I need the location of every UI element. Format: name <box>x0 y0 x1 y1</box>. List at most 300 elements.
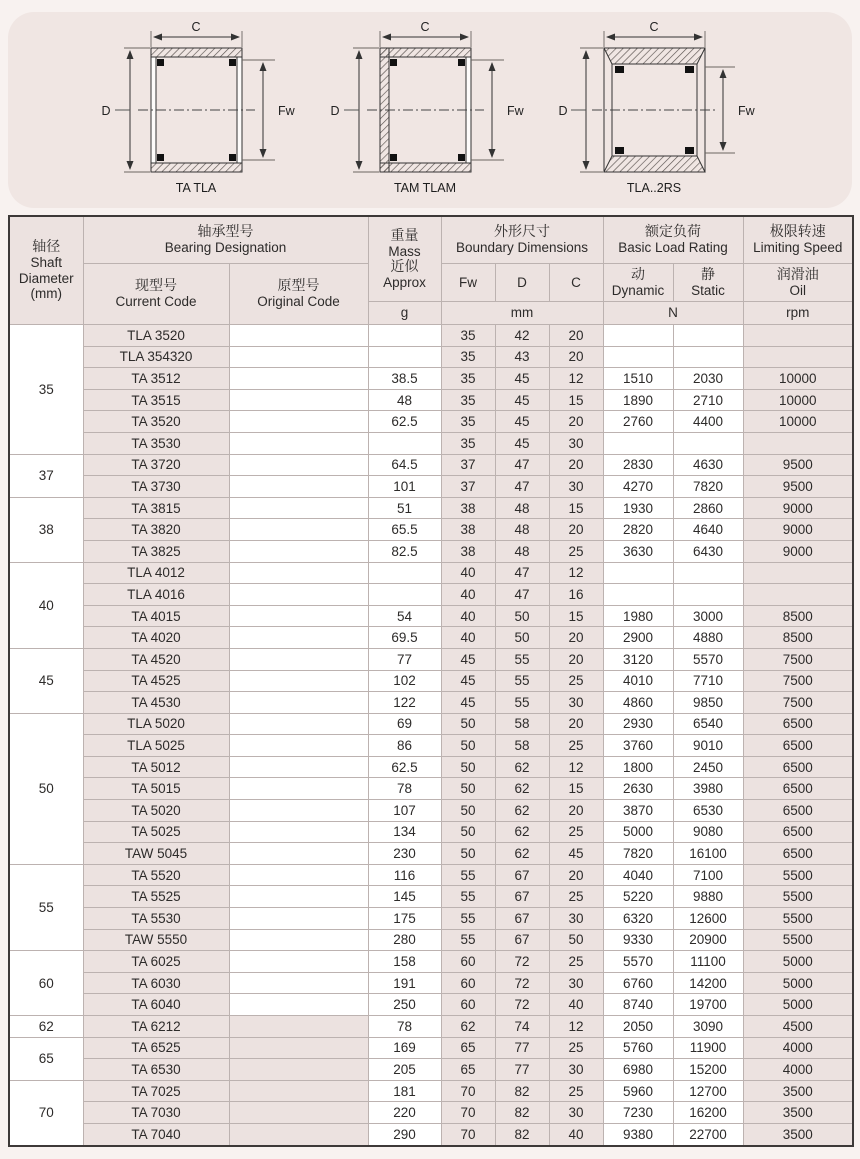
c-cell: 30 <box>549 972 603 994</box>
mass-cell: 101 <box>368 476 441 498</box>
d-cell: 42 <box>495 325 549 347</box>
static-load-cell: 6430 <box>673 540 743 562</box>
d-cell: 55 <box>495 648 549 670</box>
dynamic-load-cell: 2930 <box>603 713 673 735</box>
header-d: D <box>495 264 549 302</box>
original-code-cell <box>229 1037 368 1059</box>
current-code-cell: TA 6525 <box>83 1037 229 1059</box>
static-load-cell: 2860 <box>673 497 743 519</box>
current-code-cell: TLA 5020 <box>83 713 229 735</box>
mass-cell: 220 <box>368 1102 441 1124</box>
limiting-speed-cell: 7500 <box>743 692 853 714</box>
table-row <box>9 346 853 368</box>
dynamic-load-cell: 5000 <box>603 821 673 843</box>
limiting-speed-cell: 6500 <box>743 843 853 865</box>
shaft-diameter-cell: 65 <box>9 1037 83 1080</box>
static-load-cell: 7710 <box>673 670 743 692</box>
mass-cell: 116 <box>368 864 441 886</box>
c-cell: 20 <box>549 864 603 886</box>
d-cell: 47 <box>495 476 549 498</box>
header-dynamic: 动 Dynamic <box>603 264 673 302</box>
fw-cell: 35 <box>441 411 495 433</box>
current-code-cell: TA 3720 <box>83 454 229 476</box>
mass-cell: 250 <box>368 994 441 1016</box>
fw-cell: 38 <box>441 540 495 562</box>
fw-cell: 55 <box>441 886 495 908</box>
table-row <box>9 994 853 1016</box>
limiting-speed-cell: 6500 <box>743 713 853 735</box>
static-load-cell: 2450 <box>673 756 743 778</box>
fw-cell: 40 <box>441 627 495 649</box>
fw-cell: 55 <box>441 908 495 930</box>
fw-cell: 35 <box>441 389 495 411</box>
limiting-speed-cell: 6500 <box>743 778 853 800</box>
static-load-cell: 4630 <box>673 454 743 476</box>
mass-cell: 169 <box>368 1037 441 1059</box>
static-load-cell: 14200 <box>673 972 743 994</box>
mass-cell <box>368 432 441 454</box>
table-row <box>9 670 853 692</box>
d-cell: 62 <box>495 843 549 865</box>
fw-cell: 70 <box>441 1102 495 1124</box>
d-cell: 48 <box>495 540 549 562</box>
header-c: C <box>549 264 603 302</box>
static-load-cell: 4640 <box>673 519 743 541</box>
table-row <box>9 692 853 714</box>
table-row <box>9 562 853 584</box>
bearing-cross-section-ta-tla <box>94 20 309 200</box>
table-row <box>9 756 853 778</box>
current-code-cell: TA 5025 <box>83 821 229 843</box>
fw-cell: 50 <box>441 778 495 800</box>
diagram-tla-2rs <box>552 20 767 205</box>
c-cell: 25 <box>549 821 603 843</box>
dynamic-load-cell: 8740 <box>603 994 673 1016</box>
limiting-speed-cell: 5000 <box>743 951 853 973</box>
table-row <box>9 1123 853 1145</box>
table-row <box>9 843 853 865</box>
c-cell: 25 <box>549 540 603 562</box>
limiting-speed-cell: 7500 <box>743 648 853 670</box>
current-code-cell: TLA 3520 <box>83 325 229 347</box>
static-load-cell <box>673 432 743 454</box>
current-code-cell: TA 6030 <box>83 972 229 994</box>
c-cell: 25 <box>549 886 603 908</box>
fw-cell: 55 <box>441 864 495 886</box>
table-row <box>9 432 853 454</box>
d-cell: 67 <box>495 864 549 886</box>
header-bearing-designation: 轴承型号 Bearing Designation <box>83 216 368 264</box>
mass-cell <box>368 584 441 606</box>
limiting-speed-cell: 6500 <box>743 735 853 757</box>
original-code-cell <box>229 670 368 692</box>
table-row <box>9 1059 853 1081</box>
d-cell: 45 <box>495 411 549 433</box>
table-row <box>9 497 853 519</box>
table-row <box>9 648 853 670</box>
d-cell: 82 <box>495 1123 549 1145</box>
original-code-cell <box>229 1059 368 1081</box>
shaft-diameter-cell: 45 <box>9 648 83 713</box>
static-load-cell: 16200 <box>673 1102 743 1124</box>
mass-cell: 54 <box>368 605 441 627</box>
fw-cell: 45 <box>441 648 495 670</box>
fw-cell: 70 <box>441 1123 495 1145</box>
limiting-speed-cell: 9500 <box>743 454 853 476</box>
c-cell: 25 <box>549 670 603 692</box>
current-code-cell: TA 4525 <box>83 670 229 692</box>
fw-cell: 35 <box>441 368 495 390</box>
dynamic-load-cell: 6760 <box>603 972 673 994</box>
table-row <box>9 411 853 433</box>
original-code-cell <box>229 519 368 541</box>
dim-label-fw: Fw <box>277 104 295 118</box>
current-code-cell: TAW 5550 <box>83 929 229 951</box>
c-cell: 15 <box>549 389 603 411</box>
limiting-speed-cell <box>743 432 853 454</box>
dynamic-load-cell: 6320 <box>603 908 673 930</box>
limiting-speed-cell: 4000 <box>743 1059 853 1081</box>
d-cell: 50 <box>495 605 549 627</box>
table-row <box>9 1016 853 1038</box>
original-code-cell <box>229 605 368 627</box>
fw-cell: 37 <box>441 454 495 476</box>
dynamic-load-cell <box>603 346 673 368</box>
c-cell: 25 <box>549 1037 603 1059</box>
shaft-diameter-cell: 70 <box>9 1080 83 1145</box>
fw-cell: 70 <box>441 1080 495 1102</box>
dim-label-c: C <box>419 20 430 34</box>
header-original-code: 原型号 Original Code <box>229 264 368 325</box>
static-load-cell <box>673 346 743 368</box>
fw-cell: 38 <box>441 497 495 519</box>
mass-cell: 62.5 <box>368 411 441 433</box>
static-load-cell: 12600 <box>673 908 743 930</box>
d-cell: 43 <box>495 346 549 368</box>
static-load-cell: 11900 <box>673 1037 743 1059</box>
shaft-diameter-cell: 62 <box>9 1016 83 1038</box>
static-load-cell: 22700 <box>673 1123 743 1145</box>
original-code-cell <box>229 843 368 865</box>
limiting-speed-cell: 9500 <box>743 476 853 498</box>
header-current-code: 现型号 Current Code <box>83 264 229 325</box>
current-code-cell: TA 3825 <box>83 540 229 562</box>
mass-cell: 82.5 <box>368 540 441 562</box>
table-row <box>9 864 853 886</box>
limiting-speed-cell: 8500 <box>743 627 853 649</box>
original-code-cell <box>229 800 368 822</box>
static-load-cell: 9080 <box>673 821 743 843</box>
fw-cell: 38 <box>441 519 495 541</box>
mass-cell <box>368 562 441 584</box>
c-cell: 20 <box>549 519 603 541</box>
diagram-panel <box>8 12 852 208</box>
c-cell: 40 <box>549 994 603 1016</box>
d-cell: 58 <box>495 735 549 757</box>
table-row <box>9 1080 853 1102</box>
table-row <box>9 389 853 411</box>
original-code-cell <box>229 756 368 778</box>
c-cell: 15 <box>549 497 603 519</box>
d-cell: 50 <box>495 627 549 649</box>
dynamic-load-cell: 1800 <box>603 756 673 778</box>
c-cell: 30 <box>549 1102 603 1124</box>
header-fw: Fw <box>441 264 495 302</box>
mass-cell: 102 <box>368 670 441 692</box>
limiting-speed-cell: 3500 <box>743 1080 853 1102</box>
current-code-cell: TA 4015 <box>83 605 229 627</box>
fw-cell: 60 <box>441 994 495 1016</box>
limiting-speed-cell: 6500 <box>743 821 853 843</box>
current-code-cell: TLA 4016 <box>83 584 229 606</box>
d-cell: 55 <box>495 670 549 692</box>
mass-cell <box>368 346 441 368</box>
fw-cell: 62 <box>441 1016 495 1038</box>
dynamic-load-cell: 3630 <box>603 540 673 562</box>
dim-label-fw: Fw <box>737 104 755 118</box>
shaft-diameter-cell: 60 <box>9 951 83 1016</box>
original-code-cell <box>229 454 368 476</box>
current-code-cell: TA 7025 <box>83 1080 229 1102</box>
c-cell: 50 <box>549 929 603 951</box>
current-code-cell: TLA 5025 <box>83 735 229 757</box>
static-load-cell: 19700 <box>673 994 743 1016</box>
current-code-cell: TA 6025 <box>83 951 229 973</box>
current-code-cell: TA 7040 <box>83 1123 229 1145</box>
table-row <box>9 627 853 649</box>
static-load-cell: 15200 <box>673 1059 743 1081</box>
table-row <box>9 886 853 908</box>
mass-cell: 77 <box>368 648 441 670</box>
original-code-cell <box>229 1123 368 1145</box>
original-code-cell <box>229 368 368 390</box>
d-cell: 48 <box>495 497 549 519</box>
limiting-speed-cell: 9000 <box>743 540 853 562</box>
original-code-cell <box>229 886 368 908</box>
original-code-cell <box>229 540 368 562</box>
current-code-cell: TA 3820 <box>83 519 229 541</box>
dynamic-load-cell: 2760 <box>603 411 673 433</box>
mass-cell: 62.5 <box>368 756 441 778</box>
c-cell: 25 <box>549 735 603 757</box>
header-static: 静 Static <box>673 264 743 302</box>
header-oil: 润滑油 Oil <box>743 264 853 302</box>
c-cell: 16 <box>549 584 603 606</box>
limiting-speed-cell: 3500 <box>743 1123 853 1145</box>
d-cell: 62 <box>495 800 549 822</box>
dynamic-load-cell: 1980 <box>603 605 673 627</box>
mass-cell: 86 <box>368 735 441 757</box>
mass-cell: 280 <box>368 929 441 951</box>
dim-label-c: C <box>190 20 201 34</box>
dim-label-c: C <box>648 20 659 34</box>
shaft-diameter-cell: 40 <box>9 562 83 648</box>
limiting-speed-cell: 7500 <box>743 670 853 692</box>
d-cell: 82 <box>495 1102 549 1124</box>
static-load-cell: 9880 <box>673 886 743 908</box>
original-code-cell <box>229 389 368 411</box>
original-code-cell <box>229 562 368 584</box>
original-code-cell <box>229 325 368 347</box>
original-code-cell <box>229 735 368 757</box>
mass-cell: 230 <box>368 843 441 865</box>
dynamic-load-cell: 1890 <box>603 389 673 411</box>
mass-cell: 145 <box>368 886 441 908</box>
current-code-cell: TA 6530 <box>83 1059 229 1081</box>
fw-cell: 50 <box>441 843 495 865</box>
original-code-cell <box>229 432 368 454</box>
d-cell: 82 <box>495 1080 549 1102</box>
static-load-cell <box>673 584 743 606</box>
d-cell: 67 <box>495 886 549 908</box>
mass-cell: 158 <box>368 951 441 973</box>
header-mass: 重量 Mass 近似 Approx <box>368 216 441 302</box>
dynamic-load-cell <box>603 562 673 584</box>
dim-label-d: D <box>557 104 568 118</box>
limiting-speed-cell: 4000 <box>743 1037 853 1059</box>
dynamic-load-cell: 7820 <box>603 843 673 865</box>
c-cell: 20 <box>549 648 603 670</box>
d-cell: 62 <box>495 821 549 843</box>
original-code-cell <box>229 346 368 368</box>
d-cell: 67 <box>495 908 549 930</box>
diagram-caption: TA TLA <box>175 181 216 195</box>
mass-cell: 69 <box>368 713 441 735</box>
current-code-cell: TA 5525 <box>83 886 229 908</box>
dynamic-load-cell: 4010 <box>603 670 673 692</box>
limiting-speed-cell: 10000 <box>743 411 853 433</box>
dynamic-load-cell <box>603 325 673 347</box>
c-cell: 15 <box>549 605 603 627</box>
static-load-cell: 3090 <box>673 1016 743 1038</box>
unit-rpm: rpm <box>743 302 853 325</box>
original-code-cell <box>229 692 368 714</box>
d-cell: 77 <box>495 1059 549 1081</box>
dynamic-load-cell: 9330 <box>603 929 673 951</box>
static-load-cell: 7820 <box>673 476 743 498</box>
table-row <box>9 713 853 735</box>
fw-cell: 65 <box>441 1059 495 1081</box>
limiting-speed-cell: 3500 <box>743 1102 853 1124</box>
dynamic-load-cell: 4860 <box>603 692 673 714</box>
unit-grams: g <box>368 302 441 325</box>
c-cell: 40 <box>549 1123 603 1145</box>
d-cell: 45 <box>495 368 549 390</box>
limiting-speed-cell: 4500 <box>743 1016 853 1038</box>
fw-cell: 50 <box>441 713 495 735</box>
dynamic-load-cell: 2630 <box>603 778 673 800</box>
d-cell: 47 <box>495 454 549 476</box>
diagram-tam-tlam <box>323 20 538 205</box>
c-cell: 25 <box>549 1080 603 1102</box>
static-load-cell: 3980 <box>673 778 743 800</box>
limiting-speed-cell: 10000 <box>743 368 853 390</box>
current-code-cell: TA 3512 <box>83 368 229 390</box>
d-cell: 47 <box>495 562 549 584</box>
mass-cell: 48 <box>368 389 441 411</box>
table-row <box>9 1037 853 1059</box>
fw-cell: 50 <box>441 800 495 822</box>
dynamic-load-cell: 2050 <box>603 1016 673 1038</box>
limiting-speed-cell <box>743 325 853 347</box>
shaft-diameter-cell: 35 <box>9 325 83 455</box>
header-basic-load-rating: 额定负荷 Basic Load Rating <box>603 216 743 264</box>
limiting-speed-cell: 8500 <box>743 605 853 627</box>
original-code-cell <box>229 1016 368 1038</box>
mass-cell: 290 <box>368 1123 441 1145</box>
d-cell: 55 <box>495 692 549 714</box>
current-code-cell: TA 5520 <box>83 864 229 886</box>
dynamic-load-cell: 3870 <box>603 800 673 822</box>
shaft-diameter-cell: 38 <box>9 497 83 562</box>
static-load-cell: 4400 <box>673 411 743 433</box>
static-load-cell: 4880 <box>673 627 743 649</box>
shaft-diameter-cell: 50 <box>9 713 83 864</box>
static-load-cell <box>673 562 743 584</box>
original-code-cell <box>229 821 368 843</box>
d-cell: 72 <box>495 951 549 973</box>
c-cell: 45 <box>549 843 603 865</box>
c-cell: 20 <box>549 454 603 476</box>
table-row <box>9 821 853 843</box>
table-row <box>9 908 853 930</box>
unit-newton: N <box>603 302 743 325</box>
c-cell: 30 <box>549 1059 603 1081</box>
bearing-cross-section-tam-tlam <box>323 20 538 200</box>
current-code-cell: TA 7030 <box>83 1102 229 1124</box>
limiting-speed-cell <box>743 346 853 368</box>
dynamic-load-cell: 5220 <box>603 886 673 908</box>
current-code-cell: TA 3815 <box>83 497 229 519</box>
dynamic-load-cell: 5960 <box>603 1080 673 1102</box>
dynamic-load-cell: 7230 <box>603 1102 673 1124</box>
dynamic-load-cell: 4040 <box>603 864 673 886</box>
current-code-cell: TA 3730 <box>83 476 229 498</box>
mass-cell: 78 <box>368 1016 441 1038</box>
original-code-cell <box>229 951 368 973</box>
dynamic-load-cell: 3760 <box>603 735 673 757</box>
original-code-cell <box>229 411 368 433</box>
mass-cell: 191 <box>368 972 441 994</box>
original-code-cell <box>229 908 368 930</box>
fw-cell: 50 <box>441 756 495 778</box>
dynamic-load-cell <box>603 584 673 606</box>
limiting-speed-cell: 9000 <box>743 497 853 519</box>
dynamic-load-cell: 2830 <box>603 454 673 476</box>
static-load-cell: 12700 <box>673 1080 743 1102</box>
limiting-speed-cell: 9000 <box>743 519 853 541</box>
c-cell: 30 <box>549 432 603 454</box>
mass-cell <box>368 325 441 347</box>
table-row <box>9 476 853 498</box>
static-load-cell: 2030 <box>673 368 743 390</box>
header-limiting-speed: 极限转速 Limiting Speed <box>743 216 853 264</box>
unit-mm: mm <box>441 302 603 325</box>
static-load-cell: 9850 <box>673 692 743 714</box>
limiting-speed-cell: 5000 <box>743 994 853 1016</box>
c-cell: 12 <box>549 368 603 390</box>
fw-cell: 37 <box>441 476 495 498</box>
c-cell: 20 <box>549 713 603 735</box>
dynamic-load-cell: 6980 <box>603 1059 673 1081</box>
current-code-cell: TA 5015 <box>83 778 229 800</box>
dynamic-load-cell: 4270 <box>603 476 673 498</box>
table-row <box>9 519 853 541</box>
dynamic-load-cell: 9380 <box>603 1123 673 1145</box>
mass-cell: 69.5 <box>368 627 441 649</box>
diagram-caption: TLA..2RS <box>626 181 681 195</box>
original-code-cell <box>229 1080 368 1102</box>
